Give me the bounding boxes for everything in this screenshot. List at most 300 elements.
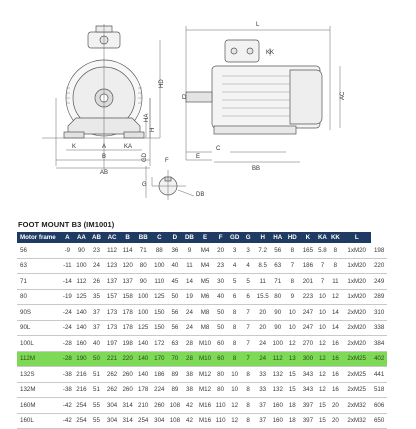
table-cell: 3	[228, 243, 242, 258]
table-cell: 110	[213, 398, 228, 414]
label-ac: AC	[340, 91, 346, 100]
table-cell: 33	[255, 367, 271, 383]
table-cell: 15	[285, 382, 300, 398]
table-cell: 8	[241, 367, 255, 383]
table-cell: 343	[300, 367, 317, 383]
table-cell: 254	[74, 398, 89, 414]
table-cell: -42	[61, 413, 75, 429]
table-cell: 15	[316, 398, 328, 414]
table-cell: 110	[151, 274, 168, 290]
table-cell: 20	[213, 243, 228, 258]
column-header: AC	[104, 232, 120, 243]
table-cell: 100	[135, 305, 151, 321]
table-cell: 8	[228, 336, 242, 352]
table-cell: 16	[329, 382, 343, 398]
table-cell: 60	[213, 351, 228, 367]
table-cell: 198	[120, 336, 136, 352]
table-cell: 37	[255, 398, 271, 414]
table-cell: 114	[120, 243, 136, 258]
table-cell: 300	[300, 351, 317, 367]
table-cell: -24	[61, 305, 75, 321]
table-cell: 15	[285, 367, 300, 383]
table-cell: 50	[213, 320, 228, 336]
table-cell: 150	[151, 305, 168, 321]
table-cell: M4	[197, 243, 214, 258]
table-cell: 8	[241, 398, 255, 414]
column-header: A	[61, 232, 75, 243]
label-kk: KK	[266, 50, 275, 56]
table-cell: 40	[89, 336, 105, 352]
table-cell: 50	[213, 305, 228, 321]
column-header: AA	[74, 232, 89, 243]
table-cell: 2xM20	[342, 336, 371, 352]
table-cell: 254	[74, 413, 89, 429]
table-cell: M10	[197, 336, 214, 352]
table-cell: 1xM20	[342, 258, 371, 274]
table-cell: M8	[197, 320, 214, 336]
motor-frame-cell: 56	[17, 243, 61, 258]
table-cell: 28	[182, 336, 197, 352]
table-row	[17, 258, 387, 274]
table-cell: 12	[316, 367, 328, 383]
column-header: HA	[270, 232, 285, 243]
motor-frame-cell: 160L	[17, 413, 61, 429]
table-cell: 402	[371, 351, 387, 367]
column-header: AB	[89, 232, 105, 243]
table-cell: 262	[104, 367, 120, 383]
table-cell: 157	[104, 289, 120, 305]
table-cell: 8	[228, 320, 242, 336]
table-cell: 56	[168, 320, 183, 336]
shaft-end-detail	[146, 166, 194, 200]
table-cell: 12	[329, 289, 343, 305]
table-cell: 2xM20	[342, 320, 371, 336]
table-cell: 132	[270, 382, 285, 398]
table-cell: 173	[104, 320, 120, 336]
table-cell: 7	[316, 258, 328, 274]
table-cell: 343	[300, 382, 317, 398]
table-cell: 260	[151, 398, 168, 414]
table-cell: 11	[182, 258, 197, 274]
table-cell: 10	[316, 289, 328, 305]
table-cell: 56	[168, 305, 183, 321]
table-cell: 26	[89, 274, 105, 290]
column-header: GD	[228, 232, 242, 243]
label-ab: AB	[100, 170, 109, 176]
table-cell: 220	[120, 351, 136, 367]
table-cell: 24	[182, 305, 197, 321]
table-cell: 89	[168, 382, 183, 398]
label-b: B	[102, 154, 107, 160]
table-row	[17, 305, 387, 321]
table-row	[17, 336, 387, 352]
table-cell: 12	[285, 336, 300, 352]
table-cell: 10	[285, 320, 300, 336]
table-cell: 172	[151, 336, 168, 352]
label-ka: KA	[124, 144, 133, 150]
table-cell: 100	[74, 258, 89, 274]
table-cell: 42	[182, 398, 197, 414]
table-cell: 1xM20	[342, 243, 371, 258]
table-cell: 518	[371, 382, 387, 398]
label-l: L	[256, 22, 260, 28]
table-cell: 3	[241, 243, 255, 258]
table-cell: 40	[213, 289, 228, 305]
table-cell: 55	[89, 398, 105, 414]
table-cell: 270	[300, 336, 317, 352]
table-cell: 42	[182, 413, 197, 429]
table-cell: 2xM25	[342, 351, 371, 367]
table-cell: 137	[104, 274, 120, 290]
table-cell: 15	[316, 413, 328, 429]
table-cell: 1xM20	[342, 274, 371, 290]
table-cell: 12	[316, 382, 328, 398]
table-cell: 14	[329, 320, 343, 336]
dimensions-table	[17, 232, 387, 429]
table-cell: 6	[228, 289, 242, 305]
table-cell: 140	[135, 351, 151, 367]
table-cell: 220	[371, 258, 387, 274]
table-cell: 140	[74, 320, 89, 336]
table-cell: 384	[371, 336, 387, 352]
table-header-row	[17, 232, 387, 243]
motor-frame-cell: 132M	[17, 382, 61, 398]
table-cell: 71	[135, 243, 151, 258]
table-cell: 223	[300, 289, 317, 305]
table-cell: 397	[300, 398, 317, 414]
table-cell: 137	[120, 274, 136, 290]
label-bb: BB	[252, 166, 261, 172]
table-cell: 24	[182, 320, 197, 336]
table-row	[17, 243, 387, 258]
table-cell: 12	[316, 351, 328, 367]
table-cell: 260	[120, 382, 136, 398]
table-cell: 160	[74, 336, 89, 352]
table-cell: 6	[241, 289, 255, 305]
table-cell: 304	[151, 413, 168, 429]
table-cell: 1xM20	[342, 289, 371, 305]
table-cell: 160	[270, 398, 285, 414]
table-cell: 37	[89, 320, 105, 336]
table-cell: 23	[213, 258, 228, 274]
table-cell: 88	[151, 243, 168, 258]
table-cell: 15.5	[255, 289, 271, 305]
table-cell: 18	[285, 398, 300, 414]
table-cell: 5	[228, 274, 242, 290]
table-cell: 30	[213, 274, 228, 290]
table-cell: 260	[120, 367, 136, 383]
table-cell: -9	[61, 243, 75, 258]
table-cell: 108	[168, 398, 183, 414]
column-header: C	[151, 232, 168, 243]
table-row	[17, 274, 387, 290]
table-cell: 2xM32	[342, 413, 371, 429]
table-cell: 8	[228, 305, 242, 321]
table-cell: 71	[270, 274, 285, 290]
table-cell: 7	[316, 274, 328, 290]
table-cell: 262	[104, 382, 120, 398]
table-cell: 45	[168, 274, 183, 290]
column-header: G	[241, 232, 255, 243]
table-cell: 100	[270, 336, 285, 352]
column-header: HD	[285, 232, 300, 243]
table-cell: 18	[285, 413, 300, 429]
table-cell: 397	[300, 413, 317, 429]
table-cell: M12	[197, 382, 214, 398]
table-cell: 254	[135, 413, 151, 429]
column-header: H	[255, 232, 271, 243]
table-cell: 90	[270, 305, 285, 321]
table-cell: 2xM25	[342, 367, 371, 383]
table-cell: 108	[168, 413, 183, 429]
table-cell: 8	[241, 382, 255, 398]
table-cell: -14	[61, 274, 75, 290]
table-cell: 16	[329, 336, 343, 352]
table-cell: 14	[182, 274, 197, 290]
table-cell: 50	[89, 351, 105, 367]
table-cell: 16	[329, 367, 343, 383]
table-cell: 190	[74, 351, 89, 367]
table-cell: 10	[228, 367, 242, 383]
table-cell: 5.8	[316, 243, 328, 258]
table-cell: 51	[89, 367, 105, 383]
table-cell: 37	[89, 305, 105, 321]
column-header: F	[213, 232, 228, 243]
section-title: FOOT MOUNT B3 (IM1001)	[18, 220, 115, 229]
table-cell: 338	[371, 320, 387, 336]
motor-frame-cell: 90L	[17, 320, 61, 336]
table-cell: 140	[135, 336, 151, 352]
table-cell: 90	[74, 243, 89, 258]
table-cell: 123	[104, 258, 120, 274]
table-cell: 12	[316, 336, 328, 352]
table-cell: 20	[329, 413, 343, 429]
table-cell: 170	[151, 351, 168, 367]
table-cell: 197	[104, 336, 120, 352]
table-cell: 7	[285, 258, 300, 274]
column-header: D	[168, 232, 183, 243]
table-cell: -42	[61, 398, 75, 414]
table-row	[17, 413, 387, 429]
table-cell: 198	[371, 243, 387, 258]
table-cell: 4	[228, 258, 242, 274]
label-e: E	[196, 154, 201, 160]
table-row	[17, 351, 387, 367]
table-cell: 216	[74, 382, 89, 398]
table-cell: 10	[285, 305, 300, 321]
table-cell: 90	[270, 320, 285, 336]
column-header: DB	[182, 232, 197, 243]
table-cell: 4	[241, 258, 255, 274]
table-cell: 100	[135, 289, 151, 305]
table-cell: 5	[241, 274, 255, 290]
table-cell: 51	[89, 382, 105, 398]
table-cell: 125	[151, 289, 168, 305]
label-hd: HD	[159, 79, 165, 88]
table-cell: 304	[104, 398, 120, 414]
table-cell: 112	[104, 243, 120, 258]
label-f: F	[165, 158, 169, 164]
table-cell: 110	[213, 413, 228, 429]
table-cell: 247	[300, 320, 317, 336]
table-cell: 24	[255, 351, 271, 367]
table-cell: M12	[197, 367, 214, 383]
table-cell: 160	[270, 413, 285, 429]
table-cell: 650	[371, 413, 387, 429]
table-cell: 55	[89, 413, 105, 429]
table-cell: 10	[228, 382, 242, 398]
table-cell: 37	[255, 413, 271, 429]
table-cell: 60	[213, 336, 228, 352]
table-cell: M10	[197, 351, 214, 367]
label-g: G	[142, 182, 147, 188]
table-cell: 63	[168, 336, 183, 352]
table-cell: 20	[329, 398, 343, 414]
table-cell: 16	[329, 351, 343, 367]
table-cell: 8	[241, 413, 255, 429]
table-cell: 606	[371, 398, 387, 414]
table-cell: 224	[151, 382, 168, 398]
table-cell: 89	[168, 367, 183, 383]
table-cell: 24	[89, 258, 105, 274]
table-cell: 186	[300, 258, 317, 274]
table-cell: -19	[61, 289, 75, 305]
table-cell: 112	[270, 351, 285, 367]
table-cell: M6	[197, 289, 214, 305]
motor-frame-cell: 63	[17, 258, 61, 274]
table-cell: M4	[197, 258, 214, 274]
table-cell: 9	[182, 243, 197, 258]
table-cell: M16	[197, 413, 214, 429]
label-a: A	[102, 144, 107, 150]
table-cell: 80	[213, 367, 228, 383]
table-cell: 20	[255, 305, 271, 321]
table-cell: 310	[371, 305, 387, 321]
table-cell: 2xM25	[342, 382, 371, 398]
side-view	[186, 40, 322, 134]
table-cell: 38	[182, 382, 197, 398]
table-row	[17, 367, 387, 383]
table-cell: 9	[285, 289, 300, 305]
table-row	[17, 398, 387, 414]
table-cell: 33	[255, 382, 271, 398]
table-cell: 12	[228, 413, 242, 429]
table-cell: 35	[89, 289, 105, 305]
table-cell: -28	[61, 351, 75, 367]
table-cell: 120	[120, 258, 136, 274]
table-row	[17, 320, 387, 336]
table-cell: 80	[135, 258, 151, 274]
table-cell: 304	[104, 413, 120, 429]
table-cell: 100	[151, 258, 168, 274]
table-cell: 70	[168, 351, 183, 367]
table-row	[17, 289, 387, 305]
table-cell: 8	[285, 243, 300, 258]
table-cell: -11	[61, 258, 75, 274]
table-cell: 13	[285, 351, 300, 367]
label-gd: GD	[142, 153, 148, 162]
table-cell: 80	[270, 289, 285, 305]
table-cell: 178	[135, 382, 151, 398]
motor-frame-cell: 80	[17, 289, 61, 305]
table-cell: -38	[61, 367, 75, 383]
column-header: KK	[329, 232, 343, 243]
table-cell: 132	[270, 367, 285, 383]
table-cell: -38	[61, 382, 75, 398]
table-cell: 314	[120, 413, 136, 429]
table-cell: 210	[135, 398, 151, 414]
column-header: B	[120, 232, 136, 243]
table-cell: 7.2	[255, 243, 271, 258]
table-cell: 11	[329, 274, 343, 290]
table-cell: 7	[241, 336, 255, 352]
table-cell: 8	[285, 274, 300, 290]
table-body	[17, 243, 387, 429]
motor-frame-cell: 90S	[17, 305, 61, 321]
table-cell: 178	[120, 305, 136, 321]
table-cell: 221	[104, 351, 120, 367]
table-cell: 14	[329, 305, 343, 321]
table-cell: 165	[300, 243, 317, 258]
table-cell: 140	[135, 367, 151, 383]
table-cell: 186	[151, 367, 168, 383]
label-db: DB	[196, 192, 205, 198]
label-k: K	[72, 144, 77, 150]
label-h: H	[150, 127, 156, 132]
table-cell: 150	[151, 320, 168, 336]
column-header: KA	[317, 234, 327, 241]
table-cell: 12	[228, 398, 242, 414]
table-cell: 178	[120, 320, 136, 336]
label-d: D	[182, 95, 187, 101]
column-header: Motor frame	[17, 232, 61, 243]
table-cell: 19	[182, 289, 197, 305]
table-cell: 8	[329, 258, 343, 274]
motor-frame-cell: 112M	[17, 351, 61, 367]
table-cell: 247	[300, 305, 317, 321]
motor-dimension-drawing	[0, 0, 416, 212]
table-cell: 23	[89, 243, 105, 258]
table-cell: 8	[228, 351, 242, 367]
table-cell: 289	[371, 289, 387, 305]
table-cell: 2xM20	[342, 305, 371, 321]
table-cell: 314	[120, 398, 136, 414]
column-header: BB	[135, 232, 151, 243]
table-cell: 125	[74, 289, 89, 305]
table-cell: M5	[197, 274, 214, 290]
table-cell: 63	[270, 258, 285, 274]
table-cell: 11	[255, 274, 271, 290]
table-cell: 7	[241, 320, 255, 336]
table-cell: 10	[316, 305, 328, 321]
table-cell: 125	[135, 320, 151, 336]
table-cell: 28	[182, 351, 197, 367]
table-cell: 112	[74, 274, 89, 290]
table-cell: 90	[135, 274, 151, 290]
table-cell: 56	[270, 243, 285, 258]
table-cell: 7	[241, 305, 255, 321]
table-cell: 8.5	[255, 258, 271, 274]
table-cell: 80	[213, 382, 228, 398]
motor-frame-cell: 132S	[17, 367, 61, 383]
table-cell: 8	[329, 243, 343, 258]
table-cell: -24	[61, 320, 75, 336]
table-cell: 38	[182, 367, 197, 383]
table-cell: 24	[255, 336, 271, 352]
table-cell: 201	[300, 274, 317, 290]
table-cell: 36	[168, 243, 183, 258]
table-cell: 20	[255, 320, 271, 336]
